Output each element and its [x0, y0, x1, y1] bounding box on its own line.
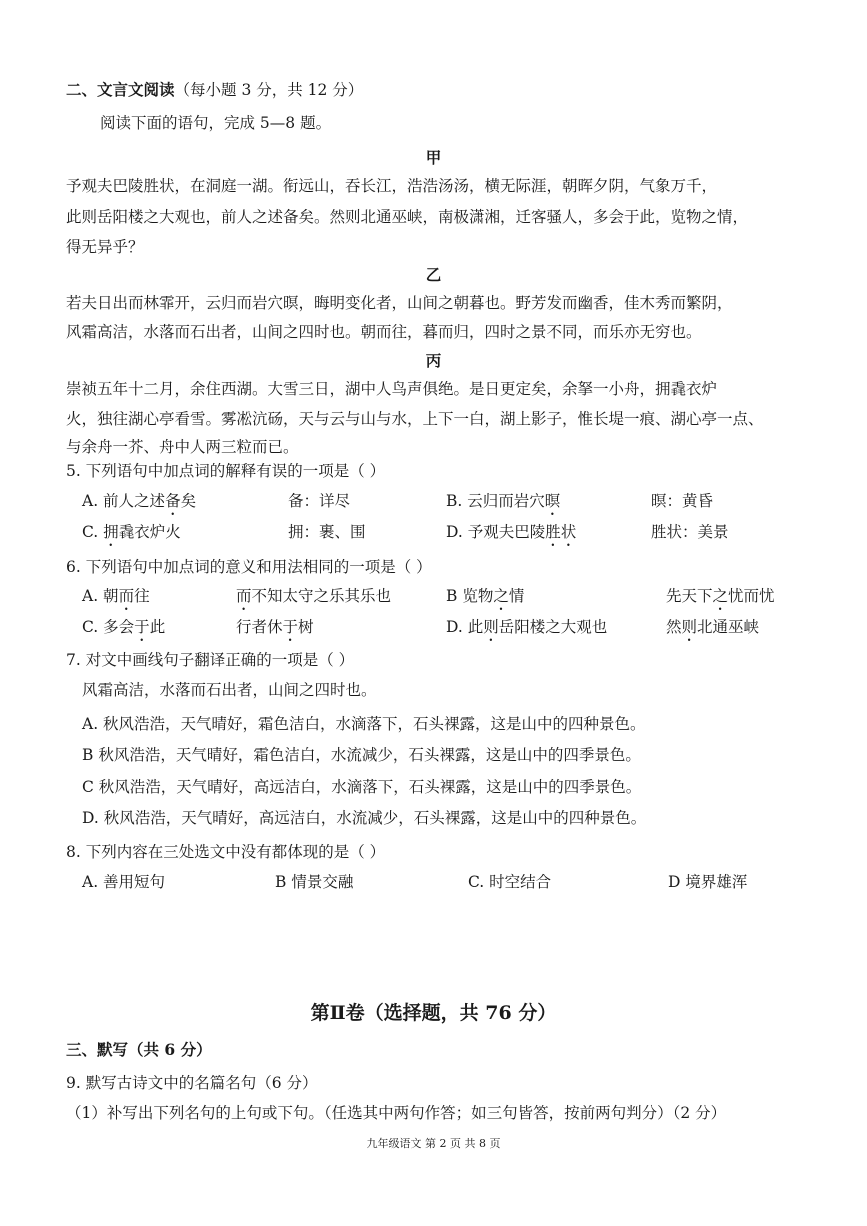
dotted-word: 而 — [236, 587, 252, 605]
q6-option-d: D. 此则岳阳楼之大观也 — [446, 618, 608, 636]
dotted-word: 于 — [134, 618, 150, 636]
question-5-stem: 5. 下列语句中加点词的解释有误的一项是（ ） — [66, 462, 386, 480]
q5-option-a: A. 前人之述备矣 — [82, 492, 197, 510]
dotted-word: 拥 — [103, 523, 119, 541]
q5-option-c: C. 拥毳衣炉火 — [82, 523, 181, 541]
dotted-word: 则 — [681, 618, 698, 636]
q8-option-c: C. 时空结合 — [468, 873, 552, 891]
reading-instruction: 阅读下面的语句，完成 5—8 题。 — [100, 114, 332, 132]
q7-option-d: D. 秋风浩浩，天气晴好，高远洁白，水流减少，石头裸露，这是山中的四种景色。 — [82, 809, 647, 827]
passage-bing-title: 丙 — [425, 351, 442, 370]
dotted-word: 之 — [712, 587, 729, 605]
q7-option-b: B 秋风浩浩，天气晴好，霜色洁白，水流减少，石头裸露，这是山中的四季景色。 — [82, 746, 641, 764]
dotted-word: 而 — [118, 587, 135, 605]
passage-jia-line: 予观夫巴陵胜状，在洞庭一湖。衔远山，吞长江，浩浩汤汤，横无际涯，朝晖夕阴，气象万千， — [66, 177, 718, 195]
q7-quoted-sentence: 风霜高洁，水落而石出者，山间之四时也。 — [82, 681, 377, 699]
dotted-word: 备 — [165, 492, 181, 510]
passage-yi-title: 乙 — [425, 265, 442, 284]
q5-option-d: D. 予观夫巴陵胜状 — [446, 523, 577, 541]
q5-option-b: B. 云归而岩穴暝 — [446, 492, 561, 510]
passage-jia-title: 甲 — [425, 148, 442, 167]
part-2-title: 第Ⅱ卷（选择题，共 76 分） — [310, 1002, 557, 1024]
q8-option-b: B 情景交融 — [275, 873, 354, 891]
passage-jia-line: 得无异乎？ — [66, 238, 144, 256]
dotted-word: 之 — [493, 587, 509, 605]
q8-option-a: A. 善用短句 — [82, 873, 166, 891]
passage-jia-line: 此则岳阳楼之大观也，前人之述备矣。然则北通巫峡，南极潇湘，迁客骚人，多会于此，览物之情， — [66, 208, 749, 226]
q6-option-d-compare: 然则北通巫峡 — [666, 618, 760, 636]
question-9-1-stem: （1）补写出下列名句的上句或下句。（任选其中两句作答；如三句皆答，按前两句判分）（2 分） — [66, 1104, 727, 1122]
dotted-word: 胜状 — [545, 523, 577, 541]
q6-option-c-compare: 行者休于树 — [236, 618, 314, 636]
question-6-stem: 6. 下列语句中加点词的意义和用法相同的一项是（ ） — [66, 558, 432, 576]
question-9-stem: 9. 默写古诗文中的名篇名句（6 分） — [66, 1074, 318, 1092]
dotted-word: 暝 — [544, 492, 561, 510]
q5-option-c-gloss: 拥：裹、围 — [288, 523, 366, 541]
q5-option-a-gloss: 备：详尽 — [288, 492, 351, 510]
q6-option-a: A. 朝而往 — [82, 587, 150, 605]
section-heading — [66, 80, 363, 100]
dotted-word: 于 — [282, 618, 299, 636]
passage-yi-line: 若夫日出而林霏开，云归而岩穴暝，晦明变化者，山间之朝暮也。野芳发而幽香，佳木秀而繁阴， — [66, 294, 733, 312]
page-footer: 九年级语文 第 2 页 共 8 页 — [366, 1137, 501, 1150]
q7-option-c: C 秋风浩浩，天气晴好，高远洁白，水滴落下，石头裸露，这是山中的四季景色。 — [82, 778, 642, 796]
passage-bing-line: 火，独往湖心亭看雪。雾凇沆砀，天与云与山与水，上下一白，湖上影子，惟长堤一痕、湖心亭一点、 — [66, 410, 764, 428]
passage-bing-line: 与余舟一芥、舟中人两三粒而已。 — [66, 438, 299, 456]
q6-option-c: C. 多会于此 — [82, 618, 166, 636]
q6-option-b-compare: 先天下之忧而忧 — [666, 587, 775, 605]
question-7-stem: 7. 对文中画线句子翻译正确的一项是（ ） — [66, 651, 355, 669]
q6-option-a-compare: 而不知太守之乐其乐也 — [236, 587, 392, 605]
dotted-word: 则 — [483, 618, 499, 636]
section-score-note: （每小题 3 分，共 12 分） — [174, 81, 364, 99]
question-8-stem: 8. 下列内容在三处选文中没有都体现的是（ ） — [66, 843, 386, 861]
q8-option-d: D 境界雄浑 — [668, 873, 748, 891]
q5-option-b-gloss: 暝：黄昏 — [651, 492, 714, 510]
passage-yi-line: 风霜高洁，水落而石出者，山间之四时也。朝而往，暮而归，四时之景不同，而乐亦无穷也。 — [66, 323, 702, 341]
q7-option-a: A. 秋风浩浩，天气晴好，霜色洁白，水滴落下，石头裸露，这是山中的四种景色。 — [82, 715, 646, 733]
passage-bing-line: 崇祯五年十二月，余住西湖。大雪三日，湖中人鸟声俱绝。是日更定矣，余拏一小舟，拥毳衣炉 — [66, 380, 718, 398]
section-title: 二、文言文阅读 — [66, 80, 175, 99]
section-3-heading: 三、默写（共 6 分） — [66, 1040, 212, 1059]
q6-option-b: B 览物之情 — [446, 587, 525, 605]
q5-option-d-gloss: 胜状：美景 — [651, 523, 729, 541]
